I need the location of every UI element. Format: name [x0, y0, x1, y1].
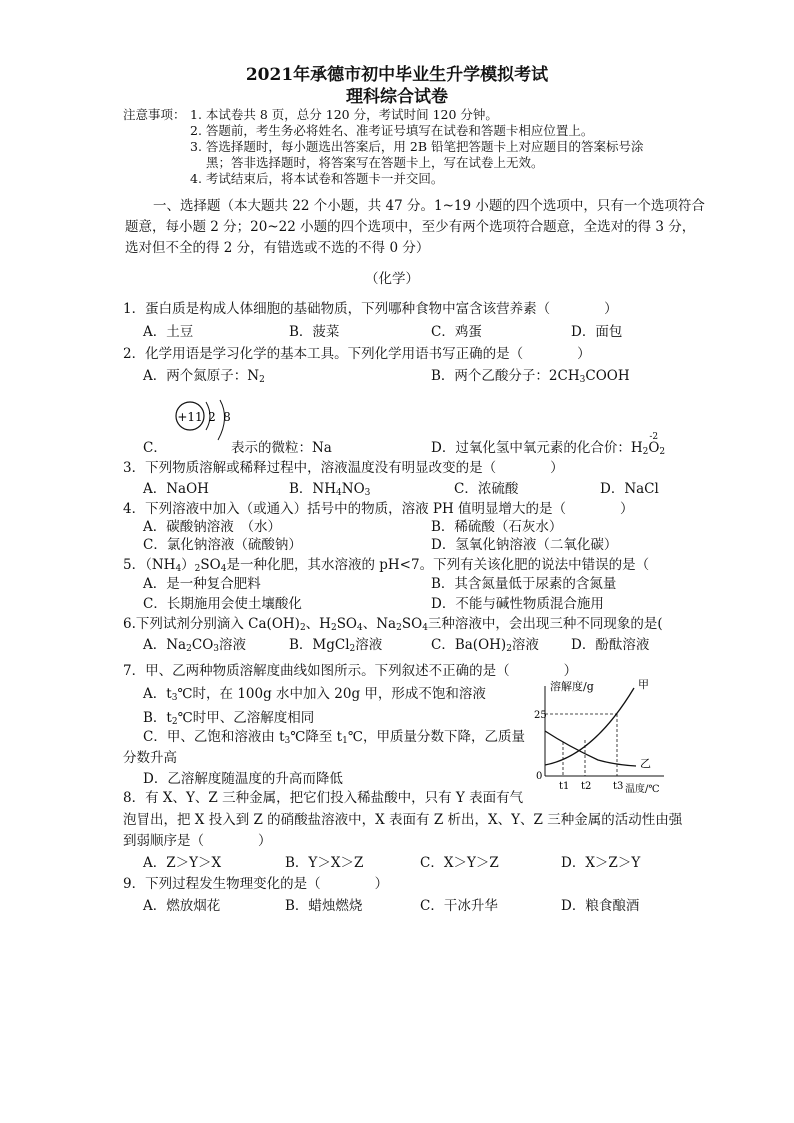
x-tick-t1: t1 — [559, 781, 570, 792]
q1-option-c: C．鸡蛋 — [431, 324, 482, 340]
note-2: 2. 答题前，考生务必将姓名、准考证号填写在试卷和答题卡相应位置上。 — [190, 123, 594, 138]
q3-option-a: A．NaOH — [143, 481, 209, 497]
q9-option-d: D．粮食酿酒 — [561, 898, 640, 914]
q7-option-c-line2: 分数升高 — [123, 750, 177, 766]
q4-option-c: C．氯化钠溶液（硫酸钠） — [143, 537, 302, 553]
notes-label: 注意事项： — [123, 107, 186, 122]
shell-1-count: 2 — [208, 410, 216, 424]
q8-stem-line3: 到弱顺序是（ ） — [123, 833, 272, 849]
q4-option-a: A．碳酸钠溶液 （水） — [143, 519, 281, 535]
q7-option-d: D．乙溶解度随温度的升高而降低 — [143, 771, 343, 787]
exam-subtitle: 理科综合试卷 — [346, 87, 448, 107]
q3-stem: 3．下列物质溶解或稀释过程中，溶液温度没有明显改变的是（ ） — [123, 460, 564, 476]
nucleus-charge: +11 — [177, 410, 203, 424]
q3-option-b: B．$NH_4NO_3$ — [289, 481, 371, 498]
q7-stem: 7．甲、乙两种物质溶解度曲线如图所示。下列叙述不正确的是（ ） — [123, 663, 578, 679]
q7-option-c: C．甲、乙饱和溶液由 $t_3℃$降至 $t_1℃$，甲质量分数下降，乙质量 — [143, 729, 525, 746]
series-jia-curve — [545, 688, 634, 765]
x-axis-label: 温度/℃ — [625, 784, 660, 795]
note-3b: 黑；答非选择题时，将答案写在答题卡上，写在试卷上无效。 — [206, 155, 544, 170]
note-3a: 3. 答选择题时，每小题选出答案后，用 2B 铅笔把答题卡上对应题目的答案标号涂 — [190, 139, 644, 154]
q6-option-d: D．酚酞溶液 — [571, 637, 650, 653]
q1-stem: 1．蛋白质是构成人体细胞的基础物质，下列哪种食物中富含该营养素（ ） — [123, 301, 618, 317]
shell-2-count: 8 — [223, 410, 231, 424]
q8-option-b: B．Y＞X＞Z — [285, 855, 364, 871]
series-yi-label: 乙 — [640, 757, 651, 770]
valence-mark: -2 — [649, 432, 659, 442]
x-tick-t2: t2 — [581, 781, 592, 792]
q4-option-d: D．氢氧化钠溶液（二氧化碳） — [431, 537, 618, 553]
q3-option-d: D．NaCl — [600, 481, 659, 497]
solubility-chart — [528, 676, 668, 798]
instructions-line2: 题意，每小题 2 分；20~22 小题的四个选项中，至少有两个选项符合题意，全选对的得 3 分， — [125, 219, 696, 235]
q5-option-b: B．其含氮量低于尿素的含氮量 — [431, 576, 617, 592]
q8-option-d: D．X＞Z＞Y — [561, 855, 641, 871]
q9-option-a: A．燃放烟花 — [143, 898, 221, 914]
q1-option-b: B．菠菜 — [289, 324, 340, 340]
instructions-line3: 选对但不全的得 2 分，有错选或不选的不得 0 分） — [125, 240, 430, 256]
q8-option-a: A．Z＞Y＞X — [143, 855, 222, 871]
q1-option-a: A．土豆 — [143, 324, 194, 340]
origin-label: 0 — [536, 771, 543, 782]
q2-option-a: A．两个氮原子：$N_2$ — [143, 368, 265, 385]
q5-stem: 5．$(NH_4)_2SO_4$是一种化肥，其水溶液的 pH<7。下列有关该化肥的说法中错误的是（ — [123, 557, 650, 574]
y-axis-label: 溶解度/g — [550, 680, 594, 693]
q6-stem: 6.下列试剂分别滴入 $Ca(OH)_2$、$H_2SO_4$、$Na_2SO_4$三种溶液中，会出现三种不同现象的是( — [123, 616, 663, 633]
atom-structure-diagram — [168, 396, 238, 444]
q9-option-c: C．干冰升华 — [420, 898, 498, 914]
q6-option-b: B．MgCl$_2$溶液 — [289, 637, 383, 654]
q5-option-c: C．长期施用会使土壤酸化 — [143, 596, 302, 612]
q4-stem: 4．下列溶液中加入（或通入）括号中的物质，溶液 PH 值明显增大的是（ ） — [123, 501, 634, 517]
q2-option-b: B．两个乙酸分子：$2CH_3COOH$ — [431, 368, 630, 385]
q9-stem: 9．下列过程发生物理变化的是（ ） — [123, 876, 389, 892]
q2-option-c-label: C． — [143, 440, 167, 456]
q8-stem-line2: 泡冒出，把 X 投入到 Z 的硝酸盐溶液中，X 表面有 Z 析出，X、Y、Z 三种金属的活动性由强 — [123, 812, 683, 828]
q3-option-c: C．浓硫酸 — [454, 481, 519, 497]
x-tick-t3: t3 — [613, 781, 624, 792]
q4-option-b: B．稀硫酸（石灰水） — [431, 519, 563, 535]
note-1: 1. 本试卷共 8 页，总分 120 分，考试时间 120 分钟。 — [190, 107, 498, 122]
instructions-line1: 一、选择题（本大题共 22 个小题，共 47 分。1~19 小题的四个选项中，只有一个选项符合 — [153, 198, 705, 214]
q6-option-a: A．$Na_2CO_3$溶液 — [143, 637, 246, 654]
q5-option-a: A．是一种复合肥料 — [143, 576, 261, 592]
exam-title: 2021年承德市初中毕业生升学模拟考试 — [245, 65, 549, 85]
q1-option-d: D．面包 — [571, 324, 623, 340]
series-jia-label: 甲 — [638, 678, 649, 691]
q7-option-a: A．$t_3℃$时，在 100g 水中加入 20g 甲，形成不饱和溶液 — [143, 686, 486, 703]
q5-option-d: D．不能与碱性物质混合施用 — [431, 596, 604, 612]
q8-option-c: C．X＞Y＞Z — [420, 855, 499, 871]
q2-option-d: D．过氧化氢中氧元素的化合价：$H_2$ -2 $O_2$ — [431, 432, 666, 457]
section-label: （化学） — [365, 271, 419, 287]
q8-stem-line1: 8．有 X、Y、Z 三种金属，把它们投入稀盐酸中，只有 Y 表面有气 — [123, 790, 524, 806]
y-tick-25: 25 — [534, 710, 547, 721]
q7-option-b: B．$t_2℃$时甲、乙溶解度相同 — [143, 710, 315, 727]
q6-option-c: C．$Ba(OH)_2$溶液 — [431, 637, 539, 654]
note-4: 4. 考试结束后，将本试卷和答题卡一并交回。 — [190, 171, 444, 186]
q2-option-c-text: 表示的微粒：Na — [231, 440, 332, 456]
q2-stem: 2．化学用语是学习化学的基本工具。下列化学用语书写正确的是（ ） — [123, 346, 591, 362]
q9-option-b: B．蜡烛燃烧 — [285, 898, 363, 914]
